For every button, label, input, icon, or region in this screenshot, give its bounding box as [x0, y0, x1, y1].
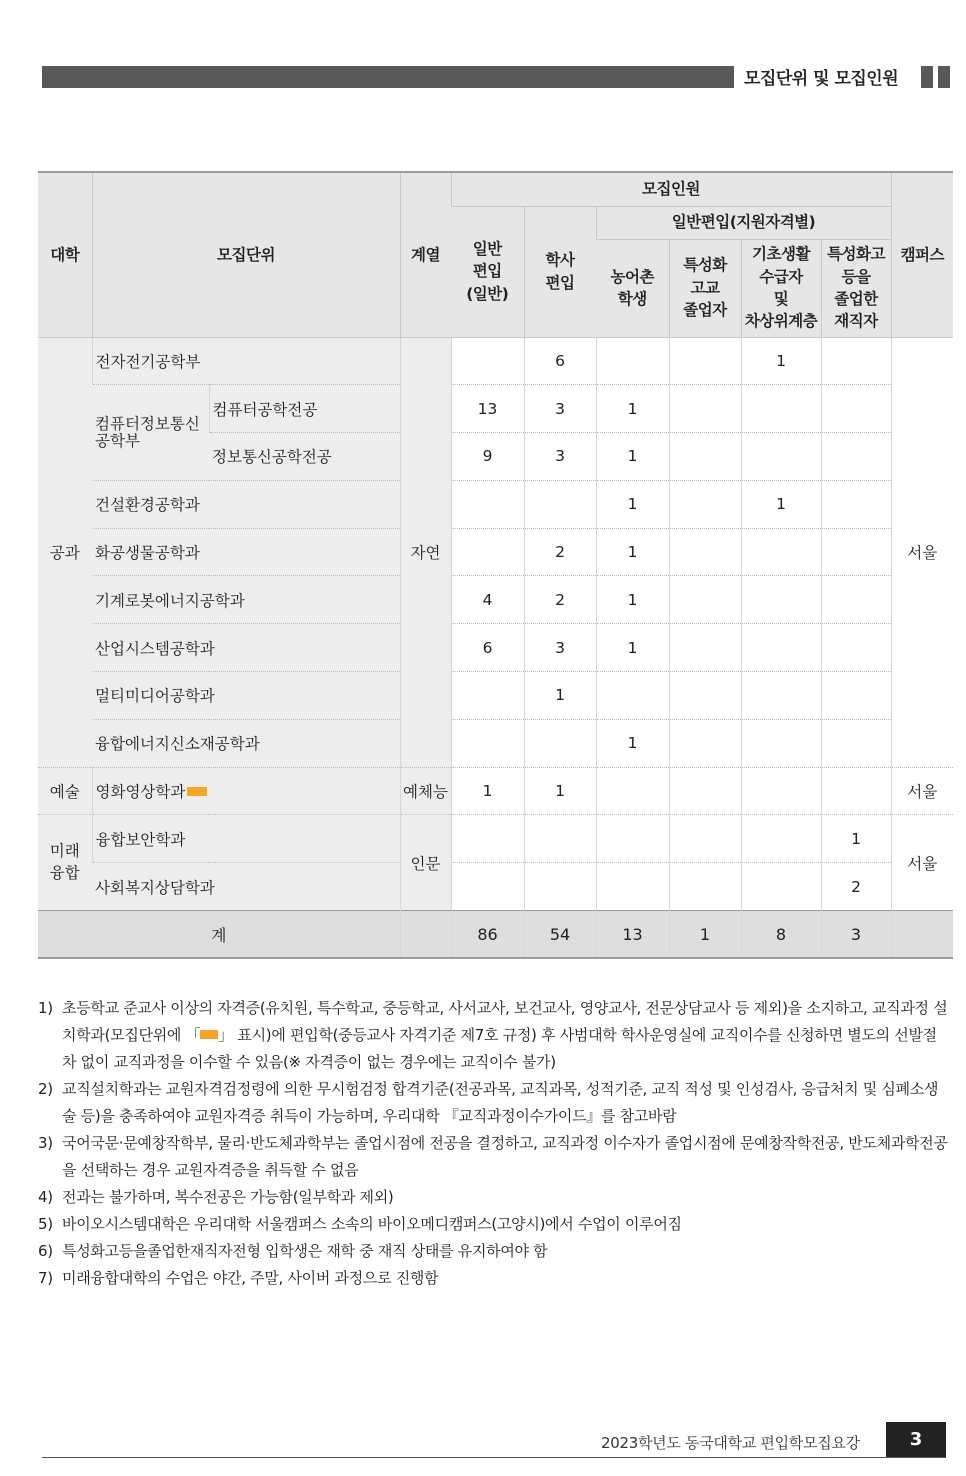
note-item	[38, 995, 948, 1076]
special-cell	[669, 719, 741, 767]
unit-cell: 산업시스템공학과	[92, 624, 400, 672]
unit-cell: 융합에너지신소재공학과	[92, 719, 400, 767]
rural-cell	[596, 863, 669, 911]
field-art: 예체능	[400, 767, 451, 815]
basic-cell	[741, 719, 821, 767]
bachelor-cell	[524, 815, 596, 863]
rural-cell: 1	[596, 433, 669, 481]
basic-cell	[741, 672, 821, 720]
unit-cell: 사회복지상담학과	[92, 863, 400, 911]
total-basic: 8	[741, 911, 821, 959]
rural-cell: 1	[596, 528, 669, 576]
note-item	[38, 1184, 948, 1211]
bachelor-cell	[524, 719, 596, 767]
college-engineering: 공과	[38, 337, 92, 767]
header-special-text: 특성화 고교 졸업자	[683, 256, 727, 320]
college-future	[38, 815, 92, 911]
special-cell	[669, 767, 741, 815]
note-text: 미래융합대학의 수업은 야간, 주말, 사이버 과정으로 진행함	[62, 1269, 439, 1287]
worker-cell	[821, 624, 891, 672]
special-cell	[669, 576, 741, 624]
note-text: 특성화고등을졸업한재직자전형 입학생은 재학 중 재직 상태를 유지하여야 함	[62, 1242, 548, 1260]
basic-cell	[741, 815, 821, 863]
basic-cell	[741, 385, 821, 433]
worker-cell: 1	[821, 815, 891, 863]
worker-cell	[821, 672, 891, 720]
unit-cell: 기계로봇에너지공학과	[92, 576, 400, 624]
bachelor-cell: 2	[524, 576, 596, 624]
unit-cell: 화공생물공학과	[92, 528, 400, 576]
worker-cell	[821, 385, 891, 433]
unit-cell	[92, 767, 400, 815]
note-number: 3)	[38, 1134, 53, 1152]
basic-cell: 1	[741, 337, 821, 385]
note-text: 바이오시스템대학은 우리대학 서울캠퍼스 소속의 바이오메디캠퍼스(고양시)에서 수업이 이루어짐	[62, 1215, 682, 1233]
total-campus-cell	[891, 911, 953, 959]
worker-cell	[821, 480, 891, 528]
header-special	[669, 239, 741, 337]
field-nature: 자연	[400, 337, 451, 767]
special-cell	[669, 672, 741, 720]
basic-cell: 1	[741, 480, 821, 528]
header-unit: 모집단위	[92, 172, 400, 337]
total-label: 계	[38, 911, 400, 959]
worker-cell	[821, 337, 891, 385]
note-item	[38, 1265, 948, 1292]
special-cell	[669, 480, 741, 528]
header-block	[938, 66, 950, 88]
note-item	[38, 1130, 948, 1184]
header-general-text: 일반 편입 (일반)	[466, 239, 509, 303]
rural-cell	[596, 815, 669, 863]
general-cell	[451, 815, 524, 863]
general-cell: 1	[451, 767, 524, 815]
special-cell	[669, 337, 741, 385]
basic-cell	[741, 624, 821, 672]
note-text: 전과는 불가하며, 복수전공은 가능함(일부학과 제외)	[62, 1188, 394, 1206]
rural-cell: 1	[596, 624, 669, 672]
header-rural-text: 농어촌 학생	[610, 267, 654, 308]
note-text: 교직설치학과는 교원자격검정령에 의한 무시험검정 합격기준(전공과목, 교직과목, 성적기준, 교직 적성 및 인성검사, 응급처치 및 심폐소생술 등)을 충족하여야 교원자격증 취득이 가능하며, 우리대학 『교직과정이수가이드』를 참고바람	[62, 1080, 939, 1125]
page-number: 3	[886, 1422, 946, 1458]
header-college: 대학	[38, 172, 92, 337]
rural-cell: 1	[596, 385, 669, 433]
note-item	[38, 1076, 948, 1130]
field-humanities: 인문	[400, 815, 451, 911]
rural-cell: 1	[596, 480, 669, 528]
header-campus: 캠퍼스	[891, 172, 953, 337]
campus-cell: 서울	[891, 337, 953, 767]
total-bachelor: 54	[524, 911, 596, 959]
header-bachelor	[524, 206, 596, 337]
total-general: 86	[451, 911, 524, 959]
unit-cell: 융합보안학과	[92, 815, 400, 863]
special-cell	[669, 863, 741, 911]
general-cell: 13	[451, 385, 524, 433]
general-cell: 4	[451, 576, 524, 624]
footer-title: 2023학년도 동국대학교 편입학모집요강	[601, 1434, 860, 1452]
teaching-course-tag-icon	[187, 787, 207, 796]
footer-rule	[42, 1457, 946, 1458]
general-cell	[451, 863, 524, 911]
note-item	[38, 1211, 948, 1238]
general-cell	[451, 480, 524, 528]
general-cell	[451, 528, 524, 576]
header-bachelor-text: 학사 편입	[545, 251, 575, 292]
worker-cell	[821, 719, 891, 767]
computer-dept-text: 컴퓨터정보통신 공학부	[95, 414, 200, 450]
unit-cell: 건설환경공학과	[92, 480, 400, 528]
basic-cell	[741, 863, 821, 911]
bachelor-cell: 2	[524, 528, 596, 576]
unit-cell: 정보통신공학전공	[209, 433, 400, 481]
special-cell	[669, 433, 741, 481]
rural-cell: 1	[596, 576, 669, 624]
note-text-pre: 초등학교 준교사 이상의 자격증(유치원, 특수학교, 중등학교, 사서교사, 보건교사, 영양교사, 전문상담교사 등 제외)을 소지하고, 교직과정 설치학과(모집단위에 「	[62, 999, 948, 1044]
rural-cell: 1	[596, 719, 669, 767]
header-worker	[821, 239, 891, 337]
header-general-group: 일반편입(지원자격별)	[596, 206, 891, 239]
bachelor-cell: 6	[524, 337, 596, 385]
header-worker-text: 특성화고 등을 졸업한 재직자	[827, 245, 885, 331]
campus-cell: 서울	[891, 767, 953, 815]
rural-cell	[596, 767, 669, 815]
bachelor-cell: 3	[524, 385, 596, 433]
bachelor-cell: 3	[524, 433, 596, 481]
special-cell	[669, 528, 741, 576]
general-cell	[451, 672, 524, 720]
total-field-cell	[400, 911, 451, 959]
header-basic-text: 기초생활 수급자 및 차상위계층	[744, 245, 818, 331]
note-number: 5)	[38, 1215, 53, 1233]
worker-cell	[821, 576, 891, 624]
header-rural	[596, 239, 669, 337]
note-text	[62, 995, 948, 1076]
general-cell	[451, 719, 524, 767]
header-field: 계열	[400, 172, 451, 337]
header-bar	[42, 66, 734, 88]
worker-cell	[821, 528, 891, 576]
basic-cell	[741, 576, 821, 624]
general-cell: 9	[451, 433, 524, 481]
rural-cell	[596, 672, 669, 720]
computer-dept	[92, 385, 209, 481]
note-number: 2)	[38, 1080, 53, 1098]
total-special: 1	[669, 911, 741, 959]
total-rural: 13	[596, 911, 669, 959]
worker-cell	[821, 433, 891, 481]
note-number: 1)	[38, 999, 53, 1017]
note-number: 6)	[38, 1242, 53, 1260]
header-general	[451, 206, 524, 337]
special-cell	[669, 385, 741, 433]
special-cell	[669, 815, 741, 863]
note-text: 국어국문·문예창작학부, 물리·반도체과학부는 졸업시점에 전공을 결정하고, 교직과정 이수자가 졸업시점에 문예창작학전공, 반도체과학전공을 선택하는 경우 교원자격증을 취득할 수 없음	[62, 1134, 948, 1179]
campus-cell: 서울	[891, 815, 953, 911]
unit-text: 영화영상학과	[95, 783, 186, 802]
basic-cell	[741, 433, 821, 481]
bachelor-cell: 1	[524, 767, 596, 815]
notes-list	[38, 995, 948, 1292]
general-cell	[451, 337, 524, 385]
college-art: 예술	[38, 767, 92, 815]
basic-cell	[741, 528, 821, 576]
unit-cell: 전자전기공학부	[92, 337, 400, 385]
note-item	[38, 1238, 948, 1265]
total-worker: 3	[821, 911, 891, 959]
bachelor-cell	[524, 480, 596, 528]
note-number: 7)	[38, 1269, 53, 1287]
special-cell	[669, 624, 741, 672]
bachelor-cell	[524, 863, 596, 911]
worker-cell: 2	[821, 863, 891, 911]
note-number: 4)	[38, 1188, 53, 1206]
section-title: 모집단위 및 모집인원	[744, 69, 899, 89]
header-basic	[741, 239, 821, 337]
college-future-text: 미래 융합	[49, 842, 80, 882]
quota-table	[38, 171, 953, 959]
rural-cell	[596, 337, 669, 385]
header-block	[921, 66, 933, 88]
general-cell: 6	[451, 624, 524, 672]
header-quota: 모집인원	[451, 172, 891, 206]
teaching-course-tag-icon	[200, 1030, 218, 1039]
basic-cell	[741, 767, 821, 815]
worker-cell	[821, 767, 891, 815]
bachelor-cell: 3	[524, 624, 596, 672]
total-row	[38, 911, 953, 959]
note-text-post: 」 표시)에 편입학(중등교사 자격기준 제7호 규정) 후 사범대학 학사운영실에 교직이수를 신청하면 별도의 선발절차 없이 교직과정을 이수할 수 있음(※ 자격증이 없는 경우에는 교직이수 불가)	[62, 1026, 937, 1071]
unit-cell: 멀티미디어공학과	[92, 672, 400, 720]
unit-cell: 컴퓨터공학전공	[209, 385, 400, 433]
bachelor-cell: 1	[524, 672, 596, 720]
